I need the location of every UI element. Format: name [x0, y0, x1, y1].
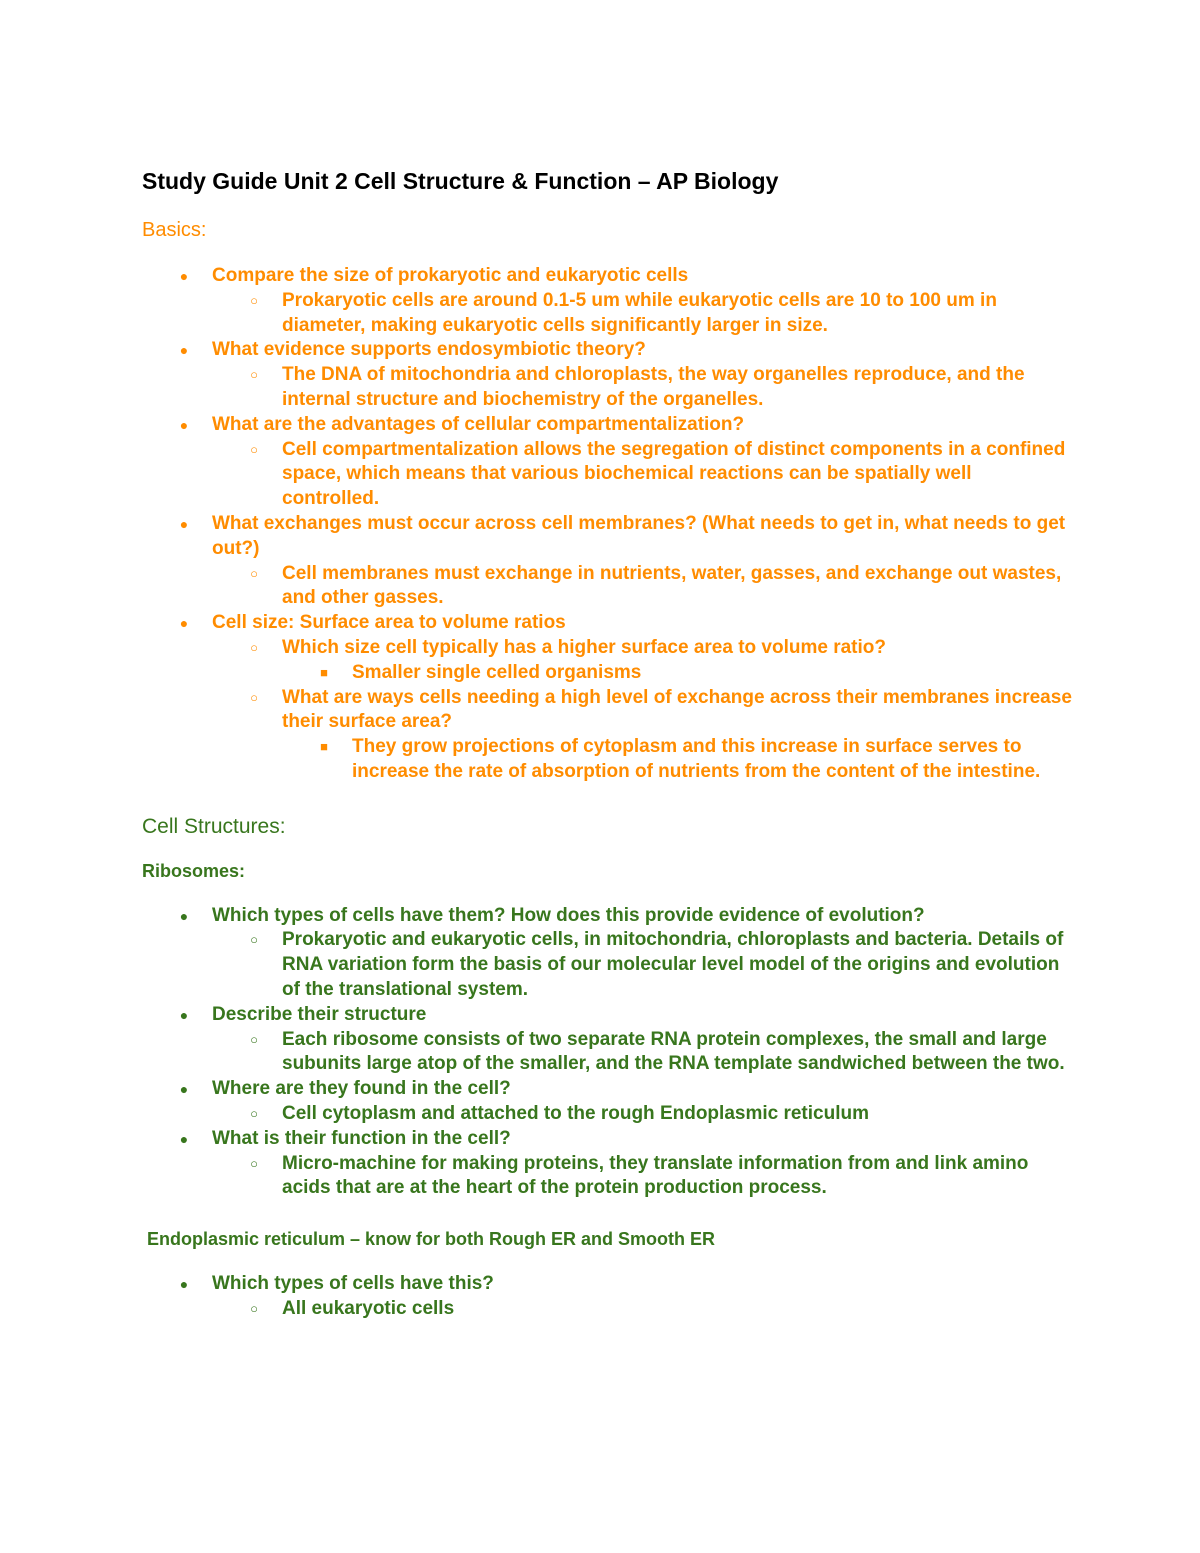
hollow-circle-bullet-icon: ○ [250, 1155, 258, 1171]
hollow-circle-bullet-icon: ○ [250, 639, 258, 655]
answer-text: Cell compartmentalization allows the segregation of distinct components in a confined space, which means that various biochemical reactions can be spatially well controlled. [282, 438, 1066, 510]
answer-text: They grow projections of cytoplasm and this increase in surface serves to increase the rate of absorption of nutrients from the content of the intestine. [352, 736, 1041, 782]
question-text: Compare the size of prokaryotic and eukaryotic cells [212, 265, 689, 286]
list-item [212, 438, 1072, 512]
square-bullet-icon: ■ [320, 664, 328, 680]
list-item [212, 928, 1072, 1002]
list-item [212, 289, 1072, 339]
list-item [212, 363, 1072, 413]
filled-circle-bullet-icon: ● [179, 1081, 189, 1098]
er-heading: Endoplasmic reticulum – know for both Rough ER and Smooth ER [147, 1229, 716, 1250]
answer-text: Micro-machine for making proteins, they translate information from and link amino acids that are at the heart of the protein production process. [282, 1152, 1029, 1199]
list-item [142, 904, 1072, 1003]
list-item [212, 686, 1072, 785]
page-title: Study Guide Unit 2 Cell Structure & Function – AP Biology [142, 168, 779, 194]
question-text: Which types of cells have them? How does this provide evidence of evolution? [212, 904, 925, 926]
answer-text: Each ribosome consists of two separate RNA protein complexes, the small and large subunits large atop of the smaller, and the RNA template sandwiched between the two. [282, 1028, 1065, 1075]
list-item [212, 1152, 1072, 1202]
answer-text: Prokaryotic cells are around 0.1-5 um while eukaryotic cells are 10 to 100 um in diameter, making eukaryotic cells significantly larger in size. [282, 289, 997, 336]
list-item [212, 636, 1072, 686]
answer-text: Cell membranes must exchange in nutrients, water, gasses, and exchange out wastes, and other gasses. [282, 562, 1062, 609]
sub-question-text: What are ways cells needing a high level of exchange across their membranes increase their surface area? [282, 686, 1072, 733]
list-item [142, 338, 1072, 412]
answer-text: Cell cytoplasm and attached to the rough Endoplasmic reticulum [282, 1102, 869, 1124]
list-item [142, 264, 1072, 338]
hollow-circle-bullet-icon: ○ [250, 1031, 258, 1047]
filled-circle-bullet-icon: ● [179, 907, 189, 924]
filled-circle-bullet-icon: ● [179, 268, 189, 284]
er-list [142, 1272, 1072, 1322]
question-text: What is their function in the cell? [212, 1127, 511, 1149]
question-text: What exchanges must occur across cell membranes? (What needs to get in, what needs to get out?) [212, 512, 1066, 559]
answer-text: Prokaryotic and eukaryotic cells, in mitochondria, chloroplasts and bacteria. Details of RNA variation form the basis of our molecular level model of the origins and evolution of the translational system. [282, 929, 1064, 1000]
list-item [142, 512, 1072, 611]
list-item [212, 1297, 1072, 1322]
hollow-circle-bullet-icon: ○ [250, 292, 258, 308]
hollow-circle-bullet-icon: ○ [250, 1300, 258, 1316]
filled-circle-bullet-icon: ● [179, 615, 189, 632]
list-item [142, 1272, 1072, 1322]
list-item [142, 1003, 1072, 1077]
question-text: Describe their structure [212, 1003, 427, 1025]
cell-structures-heading: Cell Structures: [142, 814, 286, 838]
basics-list [142, 264, 1072, 785]
basics-heading: Basics: [142, 219, 207, 241]
list-item [282, 735, 1072, 785]
ribosomes-list [142, 904, 1072, 1202]
list-item [142, 611, 1072, 785]
filled-circle-bullet-icon: ● [179, 1006, 189, 1023]
filled-circle-bullet-icon: ● [179, 342, 189, 359]
hollow-circle-bullet-icon: ○ [250, 367, 258, 383]
sub-question-text: Which size cell typically has a higher surface area to volume ratio? [282, 636, 886, 658]
question-text: What are the advantages of cellular compartmentalization? [212, 413, 745, 435]
list-item [142, 1127, 1072, 1201]
list-item [142, 1077, 1072, 1127]
list-item [142, 413, 1072, 512]
question-text: What evidence supports endosymbiotic theory? [212, 339, 646, 361]
filled-circle-bullet-icon: ● [179, 515, 189, 532]
list-item [212, 1102, 1072, 1127]
square-bullet-icon: ■ [320, 739, 328, 755]
hollow-circle-bullet-icon: ○ [250, 565, 258, 581]
list-item [282, 661, 1072, 686]
filled-circle-bullet-icon: ● [179, 1275, 189, 1292]
ribosomes-heading: Ribosomes: [142, 860, 246, 881]
question-text: Cell size: Surface area to volume ratios [212, 612, 566, 634]
hollow-circle-bullet-icon: ○ [250, 689, 258, 705]
document-page [142, 166, 1072, 1321]
answer-text: The DNA of mitochondria and chloroplasts, the way organelles reproduce, and the internal structure and biochemistry of the organelles. [282, 364, 1025, 410]
question-text: Which types of cells have this? [212, 1272, 494, 1294]
hollow-circle-bullet-icon: ○ [250, 441, 258, 457]
filled-circle-bullet-icon: ● [179, 1130, 189, 1147]
list-item [212, 562, 1072, 612]
answer-text: All eukaryotic cells [282, 1297, 455, 1319]
hollow-circle-bullet-icon: ○ [250, 1105, 258, 1121]
list-item [212, 1028, 1072, 1078]
filled-circle-bullet-icon: ● [179, 416, 189, 433]
question-text: Where are they found in the cell? [212, 1078, 511, 1100]
answer-text: Smaller single celled organisms [352, 661, 642, 683]
hollow-circle-bullet-icon: ○ [250, 932, 258, 948]
